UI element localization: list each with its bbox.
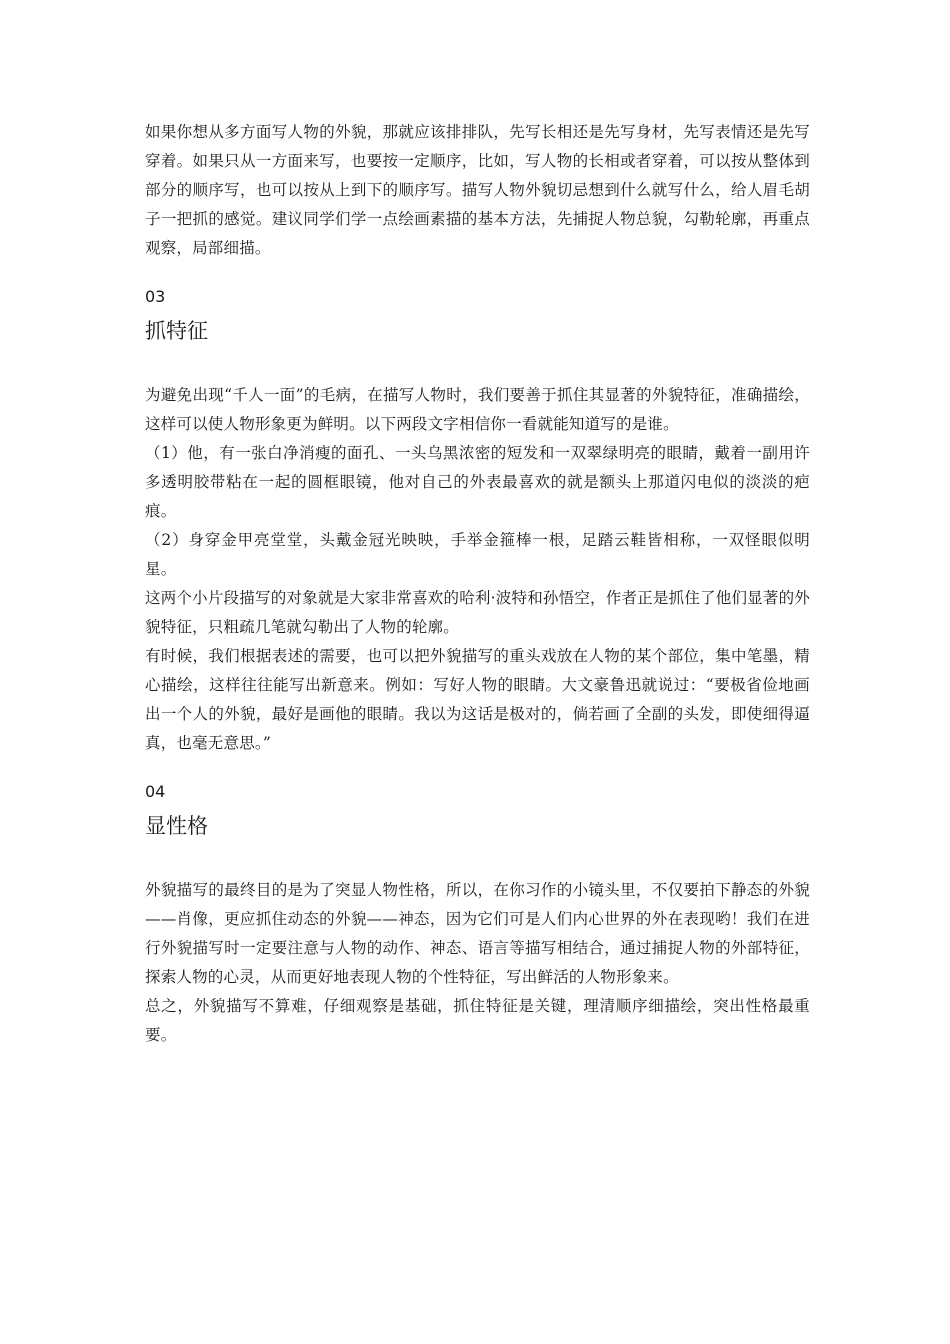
body-paragraph: 总之，外貌描写不算难，仔细观察是基础，抓住特征是关键，理清顺序细描绘，突出性格最重要。 (145, 997, 810, 1044)
section-title: 显性格 (145, 814, 208, 838)
body-paragraph: 这两个小片段描写的对象就是大家非常喜欢的哈利·波特和孙悟空，作者正是抓住了他们显著的外貌特征，只粗疏几笔就勾勒出了人物的轮廓。 (145, 589, 810, 636)
intro-paragraph: 如果你想从多方面写人物的外貌，那就应该排排队，先写长相还是先写身材，先写表情还是先写穿着。如果只从一方面来写，也要按一定顺序，比如，写人物的长相或者穿着，可以按从整体到部分的顺序写，也可以按从上到下的顺序写。描写人物外貌切忌想到什么就写什么，给人眉毛胡子一把抓的感觉。建议同学们学一点绘画素描的基本方法，先捕捉人物总貌，勾勒轮廓，再重点观察，局部细描。 (145, 123, 810, 257)
document-page (145, 118, 810, 1050)
section-number: 03 (145, 287, 166, 306)
intro-section (145, 118, 810, 263)
body-paragraph: （1）他，有一张白净消瘦的面孔、一头乌黑浓密的短发和一双翠绿明亮的眼睛，戴着一副用许多透明胶带粘在一起的圆框眼镜，他对自己的外表最喜欢的就是额头上那道闪电似的淡淡的疤痕。 (145, 444, 810, 520)
section-number: 04 (145, 782, 166, 801)
section-body (145, 381, 810, 758)
section-04 (145, 778, 810, 1050)
body-paragraph: 有时候，我们根据表述的需要，也可以把外貌描写的重头戏放在人物的某个部位，集中笔墨，精心描绘，这样往往能写出新意来。例如：写好人物的眼睛。大文豪鲁迅就说过：“要极省俭地画出一个人的外貌，最好是画他的眼睛。我以为这话是极对的，倘若画了全副的头发，即使细得逼真，也毫无意思。” (145, 647, 810, 752)
body-paragraph: 为避免出现“千人一面”的毛病，在描写人物时，我们要善于抓住其显著的外貌特征，准确描绘，这样可以使人物形象更为鲜明。以下两段文字相信你一看就能知道写的是谁。 (145, 386, 810, 433)
body-paragraph: （2）身穿金甲亮堂堂，头戴金冠光映映，手举金箍棒一根，足踏云鞋皆相称，一双怪眼似明星。 (145, 531, 810, 578)
section-body (145, 876, 810, 1050)
section-03 (145, 283, 810, 758)
section-title: 抓特征 (145, 319, 208, 343)
body-paragraph: 外貌描写的最终目的是为了突显人物性格，所以，在你习作的小镜头里，不仅要拍下静态的外貌——肖像，更应抓住动态的外貌——神态，因为它们可是人们内心世界的外在表现哟！我们在进行外貌描写时一定要注意与人物的动作、神态、语言等描写相结合，通过捕捉人物的外部特征，探索人物的心灵，从而更好地表现人物的个性特征，写出鲜活的人物形象来。 (145, 881, 810, 986)
